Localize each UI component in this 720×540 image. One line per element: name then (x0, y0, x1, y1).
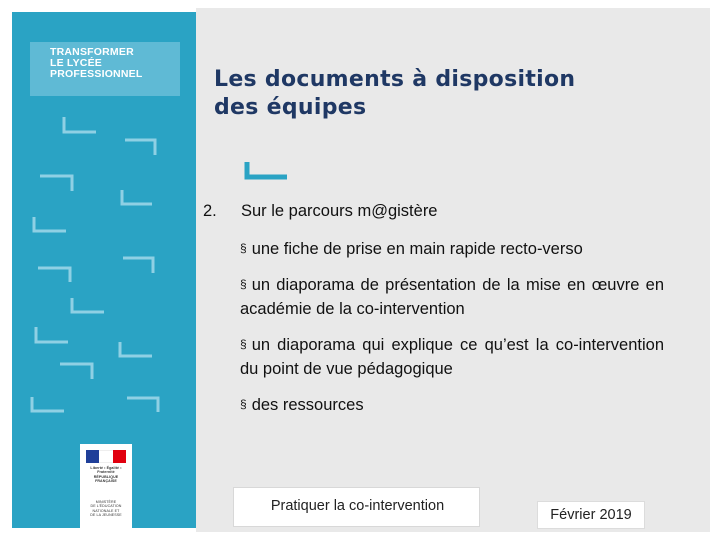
footer-label: Pratiquer la co-intervention (270, 498, 445, 514)
bullet-icon: § (240, 397, 247, 411)
bullet-item (240, 272, 664, 321)
section-number: 2. (203, 202, 217, 220)
date-box (537, 501, 645, 529)
bullet-item (240, 236, 664, 261)
bullet-icon: § (240, 337, 247, 351)
title-accent-icon (244, 162, 290, 182)
section-title: Sur le parcours m@gistère (241, 202, 438, 220)
logo-text: TRANSFORMER LE LYCÉE PROFESSIONNEL (50, 46, 143, 80)
flag-icon (86, 450, 126, 463)
republic-label: Liberté • Égalité • Fraternité RÉPUBLIQUE FRANÇAISE (90, 466, 122, 484)
bullet-item (240, 332, 664, 381)
footer-label-box (233, 487, 480, 527)
bullet-text: des ressources (251, 396, 364, 414)
bullet-text: un diaporama qui explique ce qu’est la co-intervention du point de vue pédagogique (240, 336, 664, 378)
sidebar (12, 12, 196, 528)
logo-block (30, 42, 180, 96)
bullet-text: une fiche de prise en main rapide recto-verso (251, 240, 583, 258)
bullet-text: un diaporama de présentation de la mise en œuvre en académie de la co-intervention (240, 276, 664, 318)
bullet-item (240, 392, 664, 417)
bullet-icon: § (240, 277, 247, 291)
slide-title: Les documents à disposition des équipes (214, 67, 576, 120)
bullet-icon: § (240, 241, 247, 255)
ministry-label: MINISTÈRE DE L'ÉDUCATION NATIONALE ET DE LA JEUNESSE (90, 500, 122, 518)
footer-date: Février 2019 (550, 507, 632, 523)
marianne-logo-icon (80, 444, 132, 536)
